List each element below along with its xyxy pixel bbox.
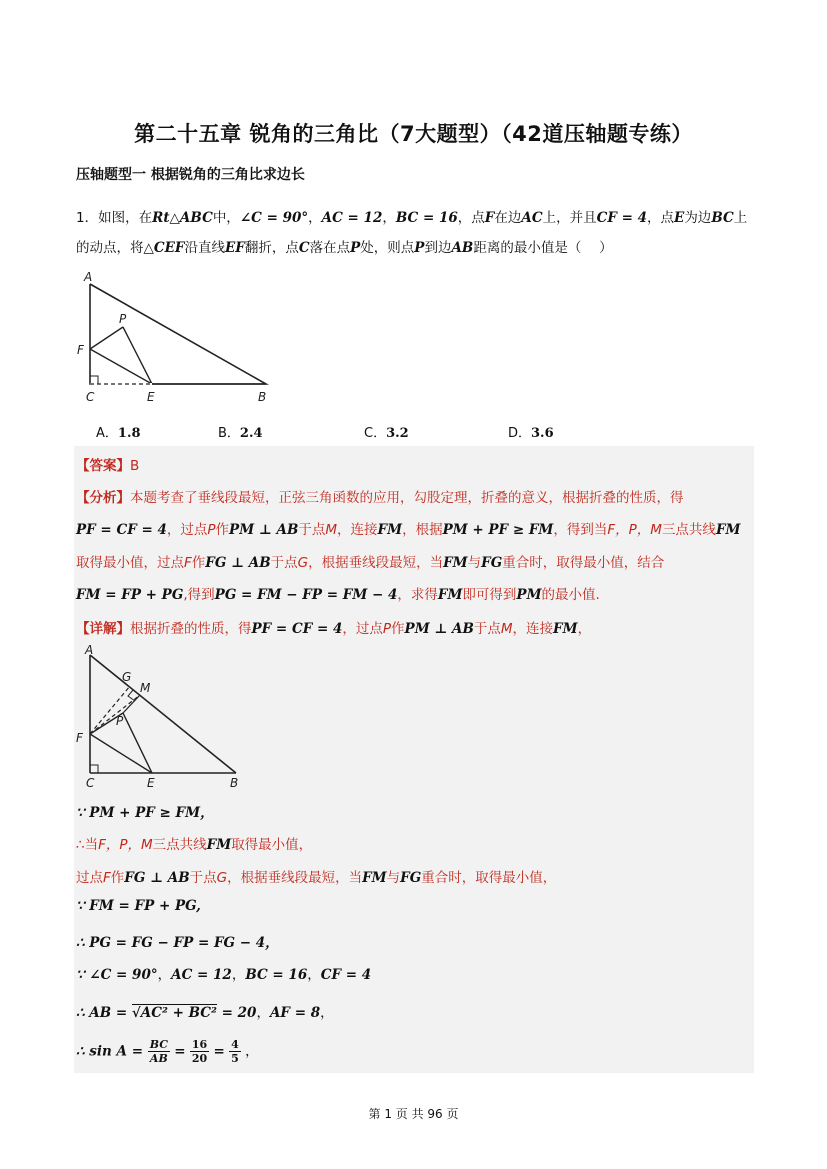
label-f: F bbox=[77, 343, 84, 357]
fraction-16-20: $\frac{16}{20}$ bbox=[191, 1038, 208, 1065]
label-e: E bbox=[147, 390, 155, 404]
question-figure bbox=[78, 270, 278, 410]
label-m: M bbox=[140, 681, 151, 695]
page-footer: 第 1 页 共 96 页 bbox=[368, 1107, 459, 1121]
detail-step-3: 过点F作FG ⊥ AB于点G，根据垂线段最短，当FM与FG重合时，取得最小值， bbox=[76, 870, 557, 886]
question-line-1: 1．如图，在Rt△ABC中，∠C = 90°，AC = 12，BC = 16，点F在边AC上，并且CF = 4，点E为边BC上 bbox=[76, 210, 748, 226]
question-line-2: 的动点，将△CEF沿直线EF翻折，点C落在点P处，则点P到边AB距离的最小值是（ ） bbox=[76, 240, 613, 256]
label-b-2: B bbox=[230, 776, 239, 790]
detail-step-6: ∵ ∠C = 90°，AC = 12，BC = 16，CF = 4 bbox=[76, 967, 372, 983]
answer-line: 【答案】B bbox=[76, 458, 140, 474]
label-a-2: A bbox=[85, 643, 94, 657]
detail-step-8: ∴ sin A = $\frac{BC}{AB}$ = $\frac{16}{20}$ = $\frac{4}{5}$ ， bbox=[76, 1038, 259, 1065]
fraction-4-5: $\frac{4}{5}$ bbox=[231, 1038, 239, 1065]
detail-step-2: ∴当F，P，M三点共线FM取得最小值， bbox=[76, 837, 313, 853]
page-title: 第二十五章 锐角的三角比（7大题型）（42道压轴题专练） bbox=[134, 122, 693, 146]
analysis-line-3: 取得最小值，过点F作FG ⊥ AB于点G，根据垂线段最短，当FM与FG重合时，取得最小值，结合 bbox=[76, 555, 665, 571]
label-f-2: F bbox=[76, 731, 83, 745]
analysis-line-2: PF = CF = 4，过点P作PM ⊥ AB于点M，连接FM，根据PM + PF ≥ FM，得到当F，P，M三点共线FM bbox=[76, 522, 741, 538]
analysis-line-1: 【分析】本题考查了垂线段最短，正弦三角函数的应用，勾股定理，折叠的意义，根据折叠的性质，得 bbox=[76, 490, 684, 506]
section-heading: 压轴题型一 根据锐角的三角比求边长 bbox=[76, 167, 305, 183]
label-p: P bbox=[119, 312, 127, 326]
detail-step-4: ∵ FM = FP + PG, bbox=[76, 898, 201, 914]
fraction-bc-ab: $\frac{BC}{AB}$ bbox=[149, 1038, 168, 1065]
label-e-2: E bbox=[147, 776, 155, 790]
detail-step-7: ∴ AB = √AC² + BC² = 20，AF = 8， bbox=[76, 1005, 334, 1021]
analysis-line-4: FM = FP + PG,得到PG = FM − FP = FM − 4，求得FM即可得到PM的最小值. bbox=[76, 587, 600, 603]
label-c-2: C bbox=[86, 776, 95, 790]
option-a[interactable]: A．1.8 bbox=[96, 426, 141, 441]
detail-line-1: 【详解】根据折叠的性质，得PF = CF = 4，过点P作PM ⊥ AB于点M，连接FM， bbox=[76, 621, 592, 637]
label-p-2: P bbox=[116, 714, 124, 728]
label-a: A bbox=[84, 270, 93, 284]
option-c[interactable]: C．3.2 bbox=[364, 426, 409, 441]
label-g: G bbox=[122, 670, 132, 684]
solution-figure bbox=[78, 643, 248, 793]
label-c: C bbox=[86, 390, 95, 404]
label-b: B bbox=[258, 390, 267, 404]
detail-step-1: ∵ PM + PF ≥ FM， bbox=[76, 805, 214, 821]
option-b[interactable]: B．2.4 bbox=[218, 426, 263, 441]
detail-step-5: ∴ PG = FG − FP = FG − 4， bbox=[76, 935, 279, 951]
option-d[interactable]: D．3.6 bbox=[508, 426, 554, 441]
